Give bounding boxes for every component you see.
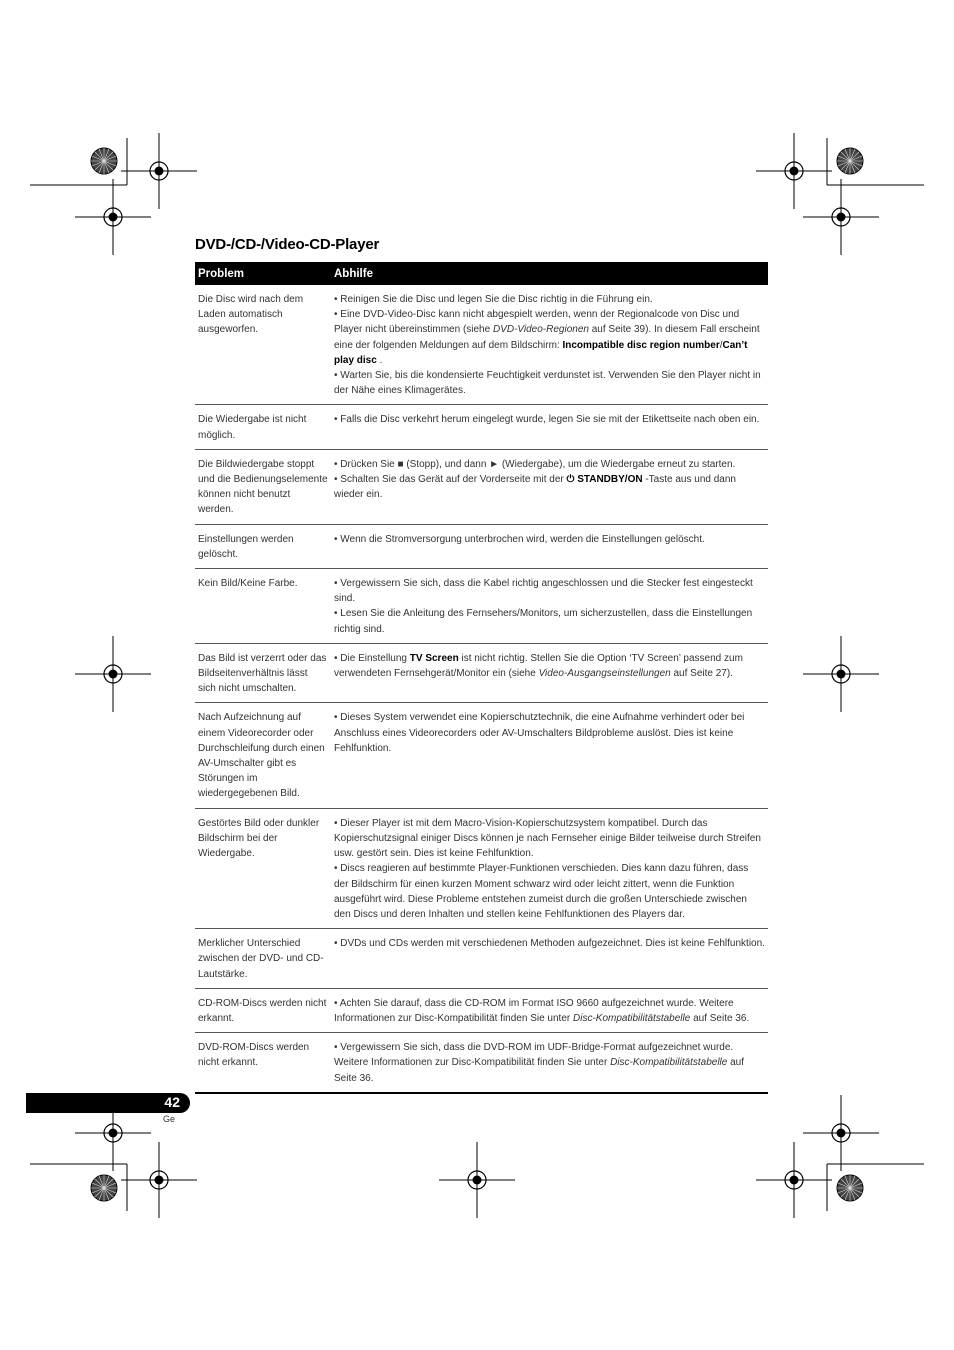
problem-cell: Die Wiedergabe ist nicht möglich.	[195, 405, 331, 449]
remedy-cell	[331, 405, 768, 449]
troubleshooting-table	[195, 262, 768, 1094]
problem-cell: Kein Bild/Keine Farbe.	[195, 569, 331, 644]
remedy-bullet: • DVDs und CDs werden mit verschiedenen Methoden aufgezeichnet. Dies ist keine Fehlfunktion.	[334, 938, 765, 950]
table-row	[195, 569, 768, 644]
section-title: DVD-/CD-/Video-CD-Player	[195, 236, 380, 253]
table-row	[195, 1033, 768, 1093]
problem-cell: DVD-ROM-Discs werden nicht erkannt.	[195, 1033, 331, 1093]
table-header-row	[195, 262, 768, 285]
table-row	[195, 285, 768, 405]
problem-cell: Einstellungen werden gelöscht.	[195, 524, 331, 568]
cross-reference: Disc-Kompatibilitätstabelle	[610, 1057, 728, 1069]
problem-cell: Gestörtes Bild oder dunkler Bildschirm bei der Wiedergabe.	[195, 808, 331, 928]
remedy-bullet: • Wenn die Stromversorgung unterbrochen wird, werden die Einstellungen gelöscht.	[334, 533, 705, 545]
table-row	[195, 449, 768, 524]
standby-on-key: ⏻ STANDBY/ON	[566, 474, 643, 486]
header-problem: Problem	[195, 262, 331, 285]
table-row	[195, 405, 768, 449]
problem-cell: Die Disc wird nach dem Laden automatisch ausgeworfen.	[195, 285, 331, 405]
remedy-bullet: • Vergewissern Sie sich, dass die Kabel richtig angeschlossen und die Stecker fest eingesteckt sind.	[334, 578, 753, 605]
remedy-text: ist nicht richtig. Stellen Sie die Option ‘TV Screen’ passend zum verwendeten Fernsehgerät/Monitor ein (siehe	[334, 652, 743, 680]
remedy-text: auf Seite 36.	[690, 1012, 750, 1024]
remedy-text: auf Seite 39). In diesem Fall erscheint eine der folgenden Meldungen auf dem Bildschirm:	[334, 324, 760, 351]
remedy-cell	[331, 929, 768, 989]
table-row	[195, 524, 768, 568]
remedy-bullet	[334, 996, 765, 1026]
remedy-bullet: • Falls die Disc verkehrt herum eingelegt wurde, legen Sie sie mit der Etikettseite nach oben ein.	[334, 414, 760, 426]
problem-cell: CD-ROM-Discs werden nicht erkannt.	[195, 988, 331, 1032]
remedy-cell	[331, 285, 768, 405]
cross-reference: Disc-Kompatibilitätstabelle	[573, 1012, 691, 1024]
problem-cell: Das Bild ist verzerrt oder das Bildseitenverhältnis lässt sich nicht umschalten.	[195, 643, 331, 703]
page-number-tab	[26, 1093, 190, 1113]
remedy-cell	[331, 1033, 768, 1093]
remedy-cell	[331, 808, 768, 928]
table-row	[195, 929, 768, 989]
remedy-text: auf Seite 36.	[334, 1057, 745, 1084]
remedy-cell	[331, 988, 768, 1032]
remedy-text: • Vergewissern Sie sich, dass die DVD-ROM im UDF-Bridge-Format aufgezeichnet wurde. Weitere Informationen zur Disc-Kompatibilität finden Sie unter	[334, 1042, 734, 1069]
problem-cell: Merklicher Unterschied zwischen der DVD- und CD-Lautstärke.	[195, 929, 331, 989]
remedy-bullet	[334, 651, 765, 681]
screen-message: Incompatible disc region number	[562, 339, 720, 351]
cross-reference: Video-Ausgangseinstellungen	[538, 668, 671, 680]
remedy-bullet: • Lesen Sie die Anleitung des Fernsehers/Monitors, um sicherzustellen, dass die Einstellungen richtig sind.	[334, 608, 753, 635]
table-row	[195, 988, 768, 1032]
language-code: Ge	[163, 1114, 176, 1124]
page-number: 42	[164, 1094, 180, 1110]
remedy-bullet: • Discs reagieren auf bestimmte Player-Funktionen verschieden. Dies kann dazu führen, dass der Bildschirm für einen kurzen Moment schwarz wird oder leicht zittert, wenn die Funktion ausgeführt wird. Diese Probleme entstehen zumeist durch die großen Unterschiede zwischen den Discs und deren Inhalten und stellen keine Fehlfunktionen des Players dar.	[334, 863, 749, 920]
remedy-text: • Achten Sie darauf, dass die CD-ROM im Format ISO 9660 aufgezeichnet wurde. Weitere Informationen zur Disc-Kompatibilität finden Sie unter	[334, 997, 734, 1024]
remedy-bullet: • Dieser Player ist mit dem Macro-Vision-Kopierschutzsystem kompatibel. Durch das Kopierschutzsignal einiger Discs können je nach Fernseher einige Bilder teilweise durch Streifen usw. gestört sein. Dies ist keine Fehlfunktion.	[334, 817, 761, 860]
remedy-cell	[331, 449, 768, 524]
remedy-text: • Die Einstellung	[334, 652, 410, 664]
problem-cell: Nach Aufzeichnung auf einem Videorecorder oder Durchschleifung durch einen AV-Umschalter gibt es Störungen im wiedergegebenen Bild.	[195, 703, 331, 808]
remedy-bullet: • Warten Sie, bis die kondensierte Feuchtigkeit verdunstet ist. Verwenden Sie den Player nicht in der Nähe eines Klimagerätes.	[334, 370, 761, 397]
screen-message: Can’t play disc	[334, 339, 748, 366]
remedy-text: .	[376, 354, 383, 366]
remedy-text: • Eine DVD-Video-Disc kann nicht abgespielt werden, wenn der Regionalcode von Disc und Player nicht übereinstimmen (siehe	[334, 309, 740, 336]
remedy-cell	[331, 643, 768, 703]
cross-reference: DVD-Video-Regionen	[492, 324, 589, 336]
remedy-cell	[331, 569, 768, 644]
remedy-bullet	[334, 307, 765, 368]
remedy-bullet: • Drücken Sie ■ (Stopp), und dann ► (Wiedergabe), um die Wiedergabe erneut zu starten.	[334, 458, 736, 470]
remedy-bullet: • Dieses System verwendet eine Kopierschutztechnik, die eine Aufnahme verhindert oder bei Anschluss eines Videorecorders oder AV-Umschalters Bildprobleme auslöst. Dies ist keine Fehlfunktion.	[334, 712, 745, 754]
table-row	[195, 703, 768, 808]
remedy-bullet: • Reinigen Sie die Disc und legen Sie die Disc richtig in die Führung ein.	[334, 294, 653, 305]
problem-cell: Die Bildwiedergabe stoppt und die Bedienungselemente können nicht benutzt werden.	[195, 449, 331, 524]
table-row	[195, 808, 768, 928]
remedy-text: • Schalten Sie das Gerät auf der Vorderseite mit der	[334, 474, 567, 486]
remedy-cell	[331, 703, 768, 808]
separator: /	[719, 339, 723, 351]
remedy-bullet	[334, 472, 765, 502]
table-row	[195, 643, 768, 703]
header-remedy: Abhilfe	[331, 262, 768, 285]
remedy-cell	[331, 524, 768, 568]
tv-screen-setting: TV Screen	[409, 652, 459, 664]
remedy-bullet	[334, 1040, 765, 1086]
remedy-text: auf Seite 27).	[670, 668, 733, 680]
remedy-text: -Taste aus und dann wieder ein.	[334, 474, 736, 501]
